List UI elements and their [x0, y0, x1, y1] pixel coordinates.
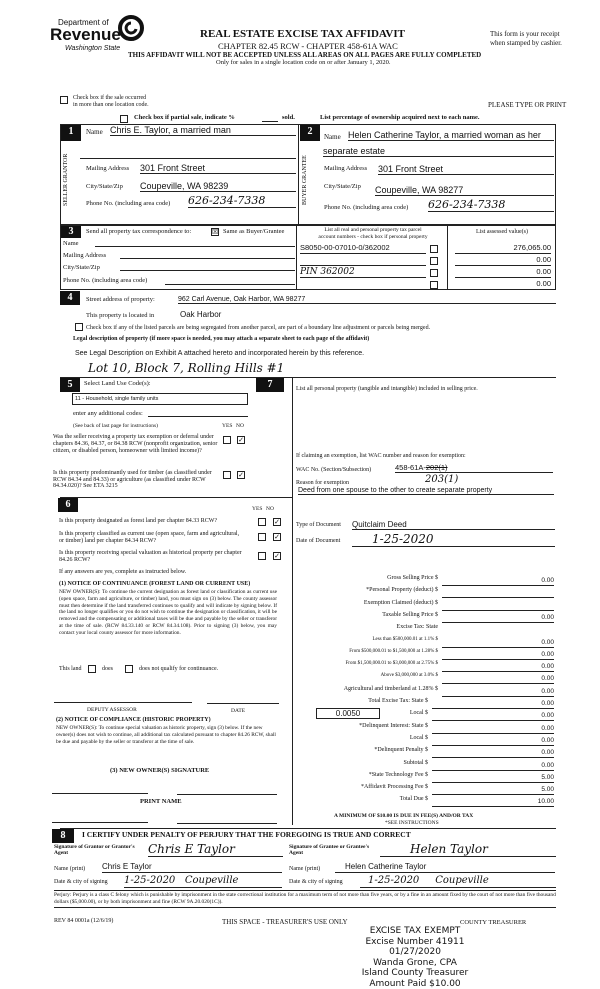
- same-as-buyer-checkbox[interactable]: ☒: [211, 228, 219, 236]
- divider: [296, 225, 297, 290]
- new-owner-signature-line[interactable]: [52, 793, 148, 794]
- divider: [447, 225, 448, 290]
- doc-date-label: Date of Document: [296, 538, 340, 544]
- parcel-header: List all real and personal property tax parcel: [300, 227, 446, 233]
- tax-row-value[interactable]: 0.00: [442, 651, 554, 660]
- assessed-value-field[interactable]: 0.00: [455, 267, 551, 278]
- see-instructions-note: *SEE INSTRUCTIONS: [385, 820, 439, 826]
- buyer-name-field-2[interactable]: separate estate: [323, 146, 554, 157]
- assessed-value-header: List assessed value(s): [450, 229, 554, 235]
- q-timber-yes[interactable]: [223, 471, 231, 479]
- does-not-label: does not qualify for continuance.: [139, 666, 218, 672]
- wac-handwritten: 203(1): [425, 474, 458, 486]
- q-timber-no[interactable]: ✓: [237, 471, 245, 479]
- tax-row-value[interactable]: 0.00: [432, 749, 554, 758]
- partial-sale-checkbox[interactable]: [120, 115, 128, 123]
- seller-city-field[interactable]: Coupeville, WA 98239: [140, 181, 296, 192]
- notice-continuance-title: (1) NOTICE OF CONTINUANCE (FOREST LAND OR CURRENT USE): [59, 581, 250, 587]
- buyer-city-label: City/State/Zip: [324, 183, 361, 190]
- section-7-tab: 7: [256, 378, 284, 392]
- stamp-line: Wanda Grone, CPA: [345, 958, 485, 969]
- grantor-name-label: Name (print): [54, 866, 85, 872]
- corr-name-field[interactable]: [95, 246, 295, 247]
- tax-row-label: Less than $500,000.01 at 1.1% $: [290, 637, 438, 642]
- only-for-note: Only for sales in a single location code on or after January 1, 2020.: [216, 59, 391, 66]
- personal-property-checkbox[interactable]: [430, 269, 438, 277]
- exemption-label: If claiming an exemption, list WAC number and reason for exemption:: [296, 453, 466, 459]
- located-in-field[interactable]: Oak Harbor: [180, 310, 221, 319]
- send-correspondence-label: Send all property tax correspondence to:: [86, 228, 191, 235]
- historic-question: Is this property receiving special valuation as historical property per chapter 84.26 RCW?: [59, 550, 244, 563]
- treasurer-space-label: THIS SPACE - TREASURER'S USE ONLY: [222, 918, 348, 926]
- notice-compliance-title: (2) NOTICE OF COMPLIANCE (HISTORIC PROPERTY): [56, 717, 211, 723]
- does-not-qualify-checkbox[interactable]: [125, 665, 133, 673]
- seller-name-field[interactable]: Chris E. Taylor, a married man: [110, 125, 296, 136]
- assessed-value-field[interactable]: 0.00: [455, 279, 551, 290]
- buyer-city-field[interactable]: Coupeville, WA 98277: [375, 185, 554, 196]
- treasurer-stamp: [345, 926, 485, 989]
- reason-field[interactable]: Deed from one spouse to the other to create separate property: [298, 487, 554, 495]
- grantee-name-label: Name (print): [289, 866, 320, 872]
- stamp-line: Amount Paid $10.00: [345, 979, 485, 989]
- buyer-phone-label: Phone No. (including area code): [324, 204, 408, 211]
- grantor-signature-label: Signature of Grantor or Grantor's Agent: [54, 844, 144, 856]
- tax-row-label: Total Due $: [300, 796, 428, 802]
- section-5-tab: 5: [60, 378, 80, 392]
- buyer-mail-field[interactable]: 301 Front Street: [378, 164, 554, 175]
- divider: [60, 828, 556, 829]
- segregated-label: Check box if any of the listed parcels are being segregated from another parcel, are part of a boundary line adjustment or parcels being merged.: [86, 325, 430, 331]
- doc-type-label: Type of Document: [296, 522, 341, 528]
- buyer-phone-field[interactable]: 626-234-7338: [428, 198, 554, 212]
- seller-mail-label: Mailing Address: [86, 165, 129, 172]
- doc-type-field[interactable]: Quitclaim Deed: [352, 520, 555, 530]
- stamp-line: Excise Number 41911: [345, 937, 485, 948]
- grantee-city: Coupeville: [435, 875, 489, 886]
- q-historic-no[interactable]: ✓: [273, 552, 281, 560]
- land-use-code-select[interactable]: 11 - Household, single family units: [72, 393, 248, 405]
- legal-description-field[interactable]: See Legal Description on Exhibit A attached hereto and incorporated herein by this reference.: [75, 350, 364, 357]
- deputy-assessor-line[interactable]: [54, 702, 192, 703]
- grantee-signature-field[interactable]: Helen Taylor: [380, 842, 556, 857]
- seller-side-label: SELLER GRANTOR: [63, 150, 77, 210]
- street-address-label: Street address of property:: [86, 296, 155, 303]
- located-in-label: This property is located in: [86, 312, 154, 319]
- county-treasurer-label: COUNTY TREASURER: [460, 919, 526, 926]
- wac-value: 458-61A-: [395, 463, 426, 472]
- tax-row-label: Local $: [300, 710, 428, 716]
- divider: [60, 377, 556, 378]
- tax-row-label: Agricultural and timberland at 1.28% $: [300, 686, 438, 692]
- seller-phone-field[interactable]: 626-234-7338: [188, 194, 296, 208]
- section-4-tab: 4: [60, 291, 80, 305]
- tax-row-value[interactable]: 5.00: [432, 786, 554, 795]
- tax-row-value[interactable]: 0.00: [442, 663, 554, 672]
- tax-row-label: Excise Tax: State: [300, 624, 438, 630]
- parcel-number-field[interactable]: PIN 362002: [300, 267, 426, 278]
- grantor-print-name[interactable]: Chris E Taylor: [102, 862, 282, 873]
- tax-row-value[interactable]: [442, 602, 554, 611]
- timber-question: Is this property predominantly used for timber (as classified under RCW 84.34 and 84.33) or agriculture (as classified under RCW 84.34.020)? See ETA 3215: [53, 470, 221, 490]
- section-2-tab: 2: [300, 125, 320, 141]
- legal-description-handwritten: Lot 10, Block 7, Rolling Hills #1: [88, 361, 284, 375]
- deputy-assessor-label: DEPUTY ASSESSOR: [87, 707, 137, 713]
- parcel-header-2: account numbers - check box if personal property: [300, 234, 446, 240]
- stamp-line: Island County Treasurer: [345, 968, 485, 979]
- no-header: NO: [236, 423, 244, 429]
- land-use-label: Select Land Use Code(s):: [84, 380, 151, 387]
- tax-row-value[interactable]: 5.00: [432, 774, 554, 783]
- partial-percent-field[interactable]: [262, 114, 278, 122]
- stamp-line: EXCISE TAX EXEMPT: [345, 926, 485, 937]
- form-chapter: CHAPTER 82.45 RCW - CHAPTER 458-61A WAC: [218, 41, 398, 51]
- partial-sale-label: Check box if partial sale, indicate %: [134, 114, 235, 121]
- wac-field[interactable]: [395, 463, 553, 473]
- does-label: does: [102, 666, 113, 672]
- q-forest-no[interactable]: ✓: [273, 518, 281, 526]
- tax-row-label: *Personal Property (deduct) $: [300, 587, 438, 593]
- perjury-statement: Perjury: Perjury is a class C felony which is punishable by imprisonment in the state correctional institution for a maximum term of not more than five years, or by a fine in an amount fixed by the court of not more than five thousand dollars ($5,000.00), or by both imprisonment and fine (RCW 9A.20.020(1C)).: [54, 890, 556, 908]
- same-as-buyer-label: Same as Buyer/Grantee: [223, 228, 284, 235]
- q-current-use-no[interactable]: ✓: [273, 533, 281, 541]
- local-rate-field[interactable]: 0.0050: [316, 708, 380, 719]
- grantor-date: 1-25-2020: [124, 875, 175, 886]
- form-title: REAL ESTATE EXCISE TAX AFFIDAVIT: [200, 28, 405, 40]
- does-qualify-checkbox[interactable]: [88, 665, 96, 673]
- yes-header: YES: [252, 506, 262, 512]
- ownership-note: List percentage of ownership acquired next to each name.: [320, 114, 480, 121]
- tax-row-label: Exemption Claimed (deduct) $: [300, 600, 438, 606]
- personal-property-checkbox[interactable]: [430, 245, 438, 253]
- tax-row-label: Total Excise Tax: State $: [300, 698, 428, 704]
- seller-phone-label: Phone No. (including area code): [86, 200, 170, 207]
- if-yes-note: If any answers are yes, complete as instructed below.: [59, 569, 186, 575]
- new-owner-signature-line-2[interactable]: [177, 794, 277, 795]
- notice-compliance-body: NEW OWNER(S): To continue special valuation as historic property, sign (3) below. If the new owner(s) does not wish to continue, all additional tax calculated pursuant to chapter 84.26 RCW, shall be due and payable by the seller or transferor at the time of sale.: [56, 725, 276, 745]
- q-current-use-yes[interactable]: [258, 533, 266, 541]
- tax-row-label: *State Technology Fee $: [300, 772, 428, 778]
- assessor-date-line[interactable]: [207, 703, 279, 704]
- corr-city-label: City/State/Zip: [63, 264, 100, 271]
- form-revision: REV 84 0001a (12/6/19): [54, 918, 113, 924]
- tax-row-value[interactable]: 10.00: [432, 798, 554, 807]
- buyer-side-label: BUYER GRANTEE: [302, 150, 316, 210]
- form-warning: THIS AFFIDAVIT WILL NOT BE ACCEPTED UNLESS ALL AREAS ON ALL PAGES ARE FULLY COMPLETED: [128, 51, 481, 59]
- dept-label: Department of: [58, 18, 109, 27]
- no-header: NO: [266, 506, 274, 512]
- grantor-signature-field[interactable]: Chris E Taylor: [148, 842, 283, 857]
- dept-name: Revenue: [50, 25, 121, 45]
- grantee-signature-label: Signature of Grantee or Grantee's Agent: [289, 844, 379, 856]
- tax-row-value[interactable]: 0.00: [442, 577, 554, 586]
- personal-property-checkbox[interactable]: [430, 281, 438, 289]
- dept-state: Washington State: [65, 45, 120, 52]
- tax-row-value[interactable]: [442, 589, 554, 598]
- multi-location-label-2: in more than one location code.: [73, 102, 149, 108]
- this-land-label: This land: [59, 666, 82, 672]
- corr-name-label: Name: [63, 240, 79, 247]
- tax-row-label: Local $: [300, 735, 428, 741]
- wac-struck-value: 202(1): [426, 463, 448, 472]
- grantee-date: 1-25-2020: [368, 875, 419, 886]
- multi-location-label: Check box if the sale occurred: [73, 95, 146, 101]
- divider: [60, 497, 292, 498]
- tax-row-value[interactable]: 0.00: [432, 762, 554, 771]
- additional-codes-field[interactable]: [148, 416, 248, 417]
- section-1-tab: 1: [61, 125, 81, 141]
- tax-row-value[interactable]: 0.00: [432, 725, 554, 734]
- section-3-tab: 3: [61, 226, 81, 238]
- receipt-note: This form is your receipt: [490, 30, 560, 38]
- tax-row-value[interactable]: 0.00: [432, 712, 554, 721]
- tax-row-label: Taxable Selling Price $: [300, 612, 438, 618]
- tax-row-value[interactable]: 0.00: [432, 737, 554, 746]
- print-name-label: PRINT NAME: [140, 798, 182, 805]
- tax-row-value[interactable]: 0.00: [432, 700, 554, 709]
- seller-name-line-2: [80, 158, 296, 159]
- doc-date-field[interactable]: 1-25-2020: [352, 532, 555, 547]
- section-6-tab: 6: [58, 498, 78, 512]
- print-name-line[interactable]: [52, 822, 148, 823]
- forest-land-question: Is this property designated as forest land per chapter 84.33 RCW?: [59, 518, 254, 524]
- divider: [292, 377, 293, 825]
- minimum-note: A MINIMUM OF $10.00 IS DUE IN FEE(S) AND/OR TAX: [334, 813, 473, 819]
- tax-row-value[interactable]: 0.00: [442, 639, 554, 648]
- parcel-number-field[interactable]: S8050-00-07010-0/362002: [300, 243, 426, 254]
- grantee-date-label: Date & city of signing: [289, 879, 343, 885]
- corr-mail-field[interactable]: [120, 258, 295, 259]
- corr-city-field[interactable]: [120, 270, 295, 271]
- section-8-tab: 8: [52, 829, 74, 843]
- grantor-date-label: Date & city of signing: [54, 879, 108, 885]
- tax-row-label: Gross Selling Price $: [300, 575, 438, 581]
- wac-label: WAC No. (Section/Subsection): [296, 467, 371, 473]
- tax-row-label: *Affidavit Processing Fee $: [300, 784, 428, 790]
- tax-row-label: Subtotal $: [300, 760, 428, 766]
- buyer-name-field[interactable]: Helen Catherine Taylor, a married woman as her: [348, 130, 554, 141]
- grantor-date-city-field[interactable]: [124, 875, 282, 888]
- dor-logo-icon: [118, 15, 144, 41]
- reason-label: Reason for exemption: [296, 480, 349, 486]
- see-back-note: (See back of last page for instructions): [73, 423, 158, 429]
- grantor-city: Coupeville: [185, 875, 239, 886]
- buyer-name-label: Name: [324, 133, 341, 141]
- tax-row-value[interactable]: 0.00: [442, 688, 554, 697]
- parcel-number-field[interactable]: [300, 255, 426, 266]
- tax-row-label: From $1,500,000.01 to $3,000,000 at 2.75% $: [290, 661, 438, 666]
- tax-row-label: *Delinquent Interest: State $: [300, 723, 428, 729]
- receipt-note-2: when stamped by cashier.: [490, 39, 562, 47]
- multi-location-checkbox[interactable]: [60, 96, 68, 104]
- please-type-note: PLEASE TYPE OR PRINT: [488, 101, 566, 109]
- new-owner-signature-label: (3) NEW OWNER(S) SIGNATURE: [110, 767, 209, 774]
- personal-property-checkbox[interactable]: [430, 257, 438, 265]
- seller-city-label: City/State/Zip: [86, 183, 123, 190]
- seller-mail-field[interactable]: 301 Front Street: [140, 163, 296, 174]
- tax-row-label: Above $3,000,000 at 3.0% $: [290, 673, 438, 678]
- exemption-question: Was the seller receiving a property tax exemption or deferral under chapters 84.36, 84.37, or 84.38 RCW (nonprofit organization, senior citizen, or disabled person, homeowner with limited income)?: [53, 434, 221, 455]
- seller-name-label: Name: [86, 128, 103, 136]
- corr-mail-label: Mailing Address: [63, 252, 106, 259]
- assessed-value-field[interactable]: 0.00: [455, 255, 551, 266]
- assessed-value-field[interactable]: 276,065.00: [455, 243, 551, 254]
- parcel-number-field[interactable]: [300, 279, 426, 290]
- date-label: DATE: [231, 708, 245, 714]
- grantee-print-name[interactable]: Helen Catherine Taylor: [335, 862, 555, 873]
- corr-phone-label: Phone No. (including area code): [63, 277, 147, 284]
- corr-phone-field[interactable]: [165, 284, 295, 285]
- certify-statement: I CERTIFY UNDER PENALTY OF PERJURY THAT THE FOREGOING IS TRUE AND CORRECT: [82, 830, 411, 839]
- tax-row-label: From $500,000.01 to $1,500,000 at 1.28% $: [290, 649, 438, 654]
- q-historic-yes[interactable]: [258, 552, 266, 560]
- tax-row-label: *Delinquent Penalty $: [300, 747, 428, 753]
- additional-codes-label: enter any additional codes:: [73, 410, 143, 417]
- notice-continuance-body: NEW OWNER(S): To continue the current designation as forest land or classification as current use (open space, farm and agriculture, or timber) land, you must sign on (3) below. The county assessor must then determine if the land transferred continues to qualify and will indicate by signing below. If the land no longer qualifies or you do not wish to continue the designation or classification, it will be removed and the compensating or additional taxes will be due and payable by the seller or transferor at the time of sale. (RCW 84.33.140 or RCW 84.34.108). Prior to signing (3) below, you may contact your local county assessor for more information.: [59, 589, 277, 637]
- q-forest-yes[interactable]: [258, 518, 266, 526]
- tax-row-value[interactable]: 0.00: [442, 675, 554, 684]
- street-address-field[interactable]: 962 Carl Avenue, Oak Harbor, WA 98277: [178, 296, 556, 304]
- q-exemption-no[interactable]: ✓: [237, 436, 245, 444]
- current-use-question: Is this property classified as current use (open space, farm and agricultural, or timber) land per chapter 84.34 RCW?: [59, 531, 244, 544]
- segregated-checkbox[interactable]: [75, 323, 83, 331]
- divider: [298, 124, 299, 225]
- stamp-line: 01/27/2020: [345, 947, 485, 958]
- sold-label: sold.: [282, 114, 295, 121]
- tax-row-value[interactable]: 0.00: [442, 614, 554, 623]
- q-exemption-yes[interactable]: [223, 436, 231, 444]
- yes-header: YES: [222, 423, 232, 429]
- legal-description-label: Legal description of property (if more space is needed, you may attach a separate sheet to each page of the affidavit): [73, 336, 369, 342]
- personal-property-label: List all personal property (tangible and intangible) included in selling price.: [296, 386, 478, 392]
- print-name-line-2[interactable]: [177, 823, 277, 824]
- buyer-mail-label: Mailing Address: [324, 165, 367, 172]
- grantee-date-city-field[interactable]: [360, 875, 556, 888]
